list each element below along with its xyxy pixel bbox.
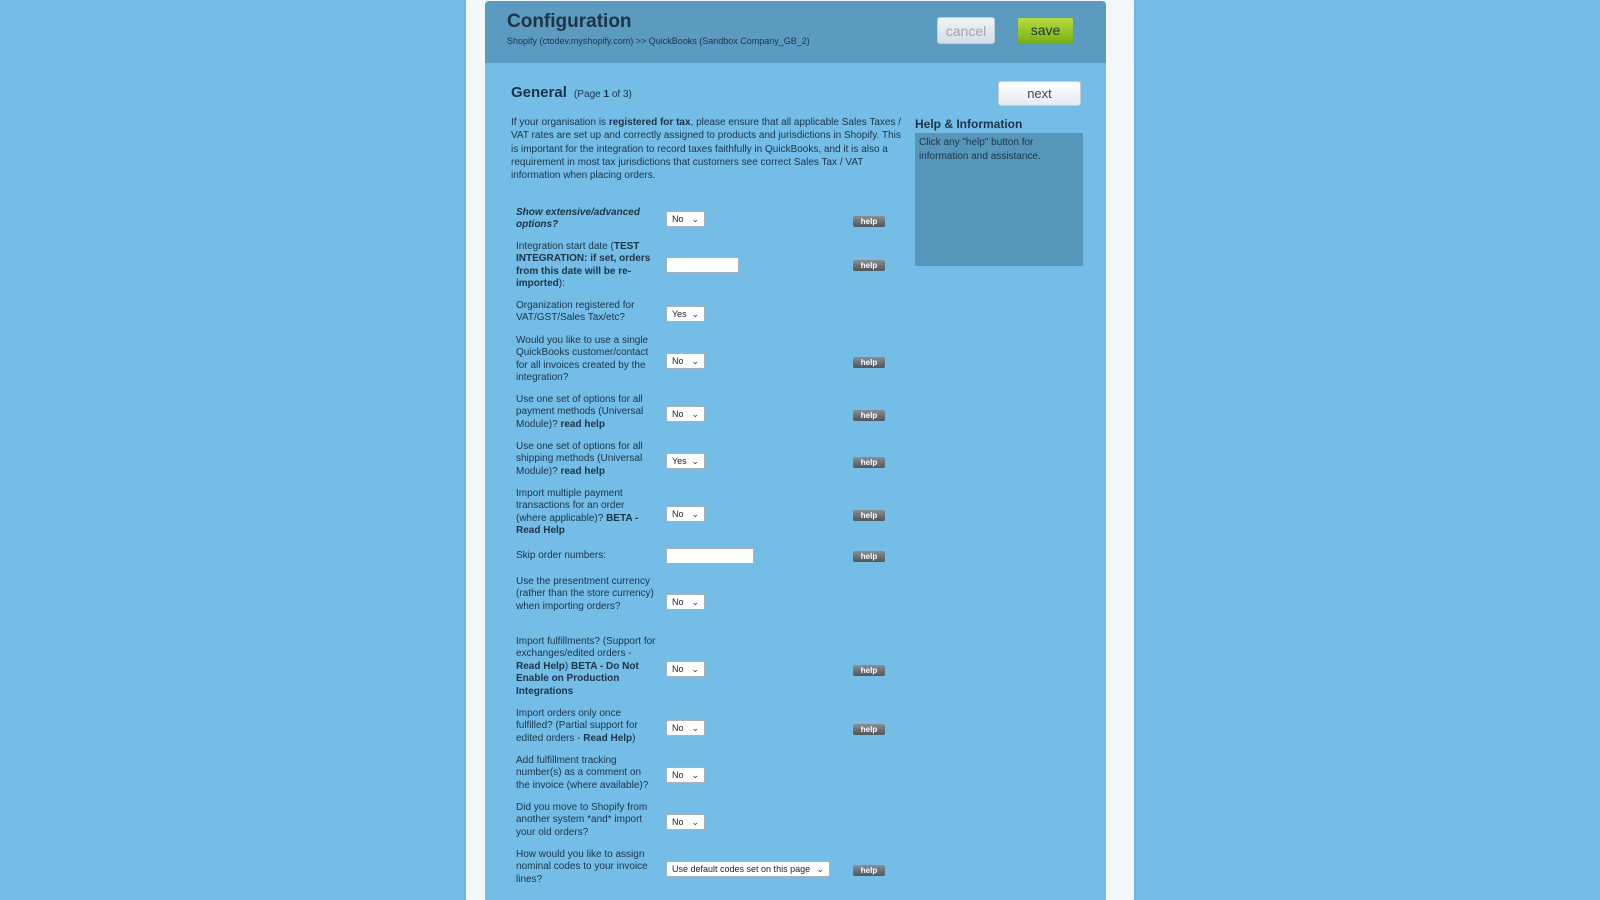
- chevron-down-icon: ⌄: [691, 664, 699, 674]
- help-button[interactable]: help: [853, 410, 885, 421]
- setting-label: Use the presentment currency (rather than the store currency) when importing orders?: [516, 576, 654, 612]
- nominal-codes-select[interactable]: Use default codes set on this page ⌄: [666, 861, 830, 877]
- setting-label: How would you like to assign nominal codes to your invoice lines?: [516, 849, 648, 885]
- help-button[interactable]: help: [853, 510, 885, 521]
- cancel-button[interactable]: cancel: [937, 17, 995, 44]
- tax-intro-text: If your organisation is registered for tax, please ensure that all applicable Sales Taxes / VAT rates are set up and correctly assigned to products and jurisdictions in Shopify. This is important for the integration to record taxes faithfully in QuickBooks, and it is also a requirement in most tax jurisdictions that customers see correct Sales Tax / VAT information when placing orders.: [511, 117, 902, 182]
- setting-select[interactable]: No ⌄: [666, 406, 705, 422]
- setting-select[interactable]: No ⌄: [666, 767, 705, 783]
- skip-order-numbers-input[interactable]: [666, 548, 754, 564]
- section-name: General: [511, 84, 567, 101]
- help-panel-title: Help & Information: [915, 117, 1023, 131]
- configuration-panel: [485, 1, 1106, 900]
- setting-label: Show extensive/advanced options?: [516, 207, 640, 231]
- setting-label: Use one set of options for all payment methods (Universal Module)? read help: [516, 394, 644, 430]
- setting-label: Add fulfillment tracking number(s) as a comment on the invoice (where available)?: [516, 755, 649, 791]
- start-date-input[interactable]: [666, 257, 739, 273]
- next-button[interactable]: next: [998, 81, 1081, 106]
- setting-select[interactable]: No ⌄: [666, 594, 705, 610]
- save-button[interactable]: save: [1017, 17, 1074, 44]
- setting-select[interactable]: No ⌄: [666, 661, 705, 677]
- help-button[interactable]: help: [853, 457, 885, 468]
- help-button[interactable]: help: [853, 865, 885, 876]
- setting-select[interactable]: No ⌄: [666, 506, 705, 522]
- chevron-down-icon: ⌄: [691, 817, 699, 827]
- help-button[interactable]: help: [853, 260, 885, 271]
- page-indicator: (Page 1 of 3): [574, 89, 632, 100]
- connection-breadcrumb: Shopify (ctodev.myshopify.com) >> QuickBooks (Sandbox Company_GB_2): [507, 36, 810, 46]
- section-title: [511, 84, 632, 101]
- header-bar: [485, 1, 1106, 63]
- chevron-down-icon: ⌄: [691, 456, 699, 466]
- help-button[interactable]: help: [853, 216, 885, 227]
- chevron-down-icon: ⌄: [691, 214, 699, 224]
- chevron-down-icon: ⌄: [691, 509, 699, 519]
- setting-label: Import multiple payment transactions for an order (where applicable)? BETA - Read Help: [516, 488, 639, 537]
- chevron-down-icon: ⌄: [691, 597, 699, 607]
- setting-label: Organization registered for VAT/GST/Sales Tax/etc?: [516, 300, 635, 324]
- help-button[interactable]: help: [853, 724, 885, 735]
- setting-label: Integration start date (TEST INTEGRATION: if set, orders from this date will be re-imported):: [516, 241, 651, 290]
- setting-label: Did you move to Shopify from another system *and* import your old orders?: [516, 802, 648, 838]
- help-button[interactable]: help: [853, 551, 885, 562]
- chevron-down-icon: ⌄: [691, 770, 699, 780]
- chevron-down-icon: ⌄: [816, 864, 824, 874]
- setting-label: Import orders only once fulfilled? (Partial support for edited orders - Read Help): [516, 708, 638, 744]
- setting-select[interactable]: No ⌄: [666, 814, 705, 830]
- chevron-down-icon: ⌄: [691, 723, 699, 733]
- help-button[interactable]: help: [853, 357, 885, 368]
- chevron-down-icon: ⌄: [691, 409, 699, 419]
- setting-select[interactable]: Yes ⌄: [666, 306, 705, 322]
- page-title: Configuration: [507, 11, 632, 32]
- chevron-down-icon: ⌄: [691, 309, 699, 319]
- setting-select[interactable]: No ⌄: [666, 353, 705, 369]
- setting-select[interactable]: No ⌄: [666, 211, 705, 227]
- chevron-down-icon: ⌄: [691, 356, 699, 366]
- setting-select[interactable]: Yes ⌄: [666, 453, 705, 469]
- setting-label: Skip order numbers:: [516, 550, 607, 561]
- setting-label: Would you like to use a single QuickBooks customer/contact for all invoices created by the integration?: [516, 335, 649, 384]
- setting-select[interactable]: No ⌄: [666, 720, 705, 736]
- help-button[interactable]: help: [853, 665, 885, 676]
- setting-label: Use one set of options for all shipping methods (Universal Module)? read help: [516, 441, 643, 477]
- setting-label: Import fulfillments? (Support for exchanges/edited orders - Read Help) BETA - Do Not Enable on Production Integrations: [516, 636, 656, 697]
- help-panel: Click any "help" button for information and assistance.: [915, 133, 1083, 266]
